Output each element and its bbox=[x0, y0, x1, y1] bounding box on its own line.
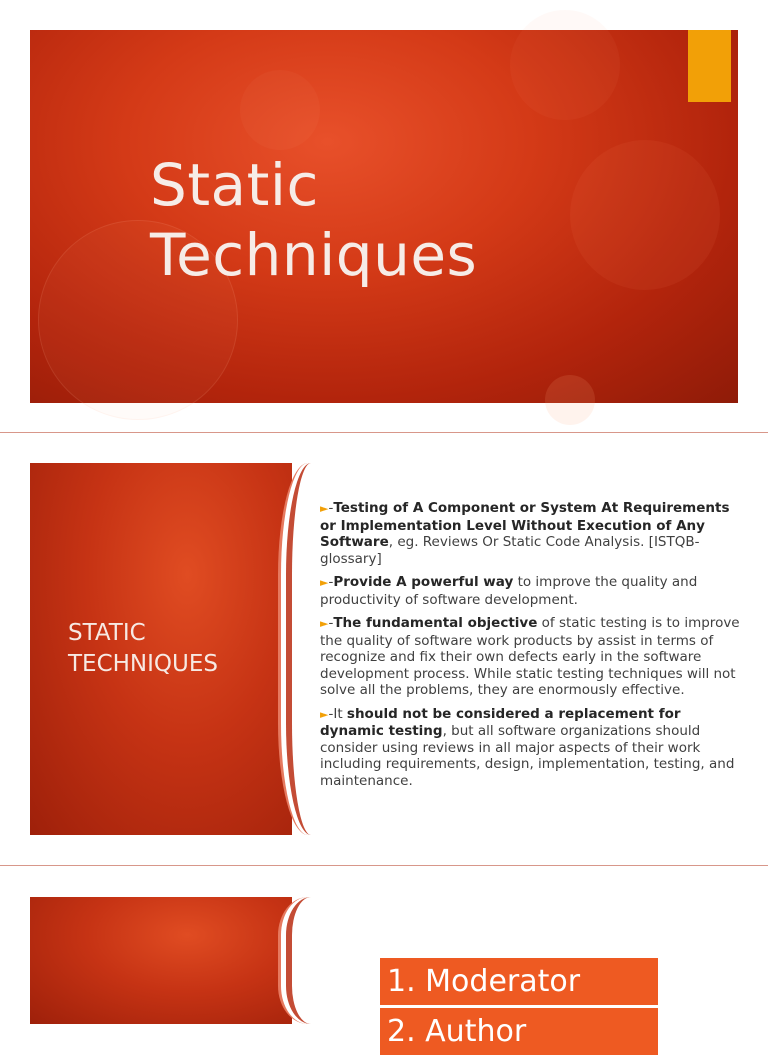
slide-divider bbox=[0, 865, 768, 866]
bullet-item bbox=[320, 500, 740, 567]
section-panel bbox=[30, 463, 292, 835]
bullet-item bbox=[320, 574, 740, 608]
triangle-bullet-icon: ► bbox=[320, 576, 329, 589]
title-slide bbox=[30, 30, 738, 403]
bullet-bold-text: Testing of A Component or System At Requirements or Implementation Level Without Execution of Any Software bbox=[320, 500, 730, 550]
bullet-bold-text: Provide A powerful way bbox=[333, 574, 514, 590]
bullet-prefix: - bbox=[328, 574, 334, 590]
bullet-prefix: - bbox=[328, 500, 334, 516]
section-heading bbox=[68, 618, 218, 680]
bokeh-circle bbox=[570, 140, 720, 290]
accent-tab bbox=[688, 30, 731, 102]
bokeh-circle bbox=[240, 70, 320, 150]
section-heading-line2: TECHNIQUES bbox=[68, 651, 218, 677]
bullet-item bbox=[320, 706, 740, 790]
triangle-bullet-icon: ► bbox=[320, 617, 329, 630]
role-moderator: 1. Moderator bbox=[380, 958, 658, 1005]
bullet-bold-text: should not be considered a replacement for dynamic testing bbox=[320, 705, 681, 739]
slide-title-line2: Techniques bbox=[150, 221, 478, 289]
bullet-text: of static testing is to improve the quality of software work products by assist in terms of recognize and fix their own defects early in the software development process. While static testing techniques will not solve all the problems, they are enormously effective. bbox=[320, 615, 740, 698]
slide-divider bbox=[0, 432, 768, 433]
role-author: 2. Author bbox=[380, 1008, 658, 1055]
triangle-bullet-icon: ► bbox=[320, 502, 329, 515]
section-panel bbox=[30, 897, 292, 1024]
bullet-text: to improve the quality and productivity of software development. bbox=[320, 574, 698, 608]
bullet-list bbox=[320, 500, 740, 796]
bullet-text: , but all software organizations should consider using reviews in all major aspects of their work including requirements, design, implementation, testing, and maintenance. bbox=[320, 723, 735, 789]
slide-title-line1: Static bbox=[150, 151, 319, 219]
panel-curve-inner bbox=[286, 897, 336, 1024]
bullet-item bbox=[320, 615, 740, 699]
triangle-bullet-icon: ► bbox=[320, 707, 329, 721]
bullet-bold-text: The fundamental objective bbox=[333, 615, 538, 631]
bullet-prefix: - bbox=[328, 615, 334, 631]
slide-title bbox=[150, 150, 570, 290]
bullet-text: , eg. Reviews Or Static Code Analysis. [ISTQB-glossary] bbox=[320, 534, 700, 567]
bullet-prefix: -It bbox=[328, 705, 347, 722]
bokeh-circle bbox=[510, 10, 620, 120]
bokeh-circle bbox=[545, 375, 595, 425]
section-heading-line1: STATIC bbox=[68, 620, 146, 646]
